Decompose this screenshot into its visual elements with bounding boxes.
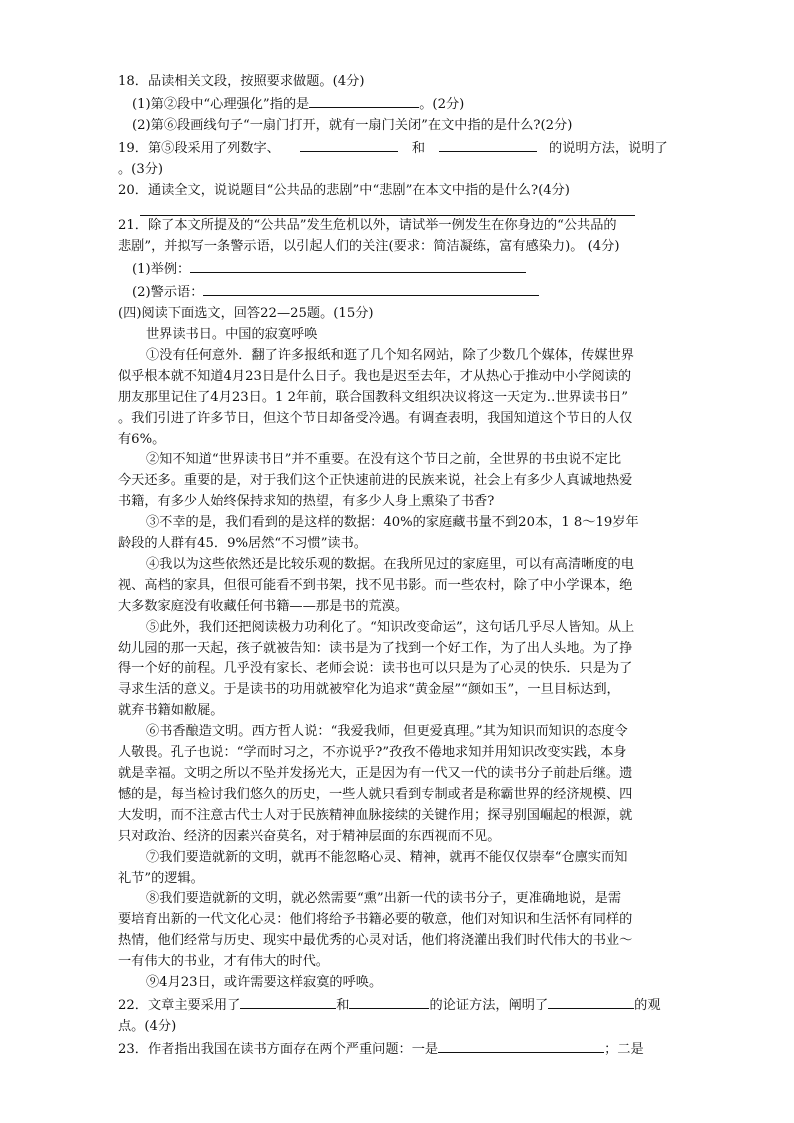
paragraph-line: 寻求生活的意义。于是读书的功用就被窄化为追求“黄金屋”“颜如玉”，一旦目标达到， xyxy=(118,682,620,698)
paragraph-4 xyxy=(118,555,678,618)
q23-text-b: ；二是 xyxy=(604,1041,644,1057)
q19-text-b: 和 xyxy=(411,140,426,156)
q21-example-blank[interactable] xyxy=(190,258,526,273)
q21-slogan-label: (2)警示语： xyxy=(132,285,204,301)
paragraph-line: 今天还多。重要的是，对于我们这个正快速前进的民族来说，社会上有多少人真诚地热爱 xyxy=(118,473,633,489)
paragraph-line: 要培育出新的一代文化心灵：他们将给予书籍必要的敬意，他们对知识和生活怀有同样的 xyxy=(118,912,633,928)
q23-line1 xyxy=(118,1038,678,1061)
paragraph-1 xyxy=(118,346,678,451)
q19-score: 。(3分) xyxy=(118,161,164,177)
paragraph-line: 书籍，有多少人始终保持求知的热望，有多少人身上熏染了书香? xyxy=(118,494,495,510)
q18-answer-blank-1[interactable] xyxy=(309,93,419,108)
q22-answer-blank-1[interactable] xyxy=(240,994,336,1009)
paragraph-line: 有6%。 xyxy=(118,431,166,447)
q20-title: 20．通读全文，说说题目“公共品的悲剧”中“悲剧”在本文中指的是什么?(4分) xyxy=(118,182,570,198)
paragraph-line: 龄段的人群有45．9%居然“不习惯”读书。 xyxy=(118,536,367,552)
q21-slogan xyxy=(118,281,678,304)
exam-page xyxy=(118,72,678,1061)
paragraph-line: ④我以为这些依然还是比较乐观的数据。在我所见过的家庭里，可以有高清晰度的电 xyxy=(146,556,634,572)
paragraph-8 xyxy=(118,889,678,973)
q22-text-d: 的观 xyxy=(634,997,661,1013)
q22-text-c: 的论证方法，阐明了 xyxy=(429,997,549,1013)
q19-answer-blank-1[interactable] xyxy=(300,137,398,152)
q19-answer-blank-2[interactable] xyxy=(439,137,537,152)
q21-slogan-blank[interactable] xyxy=(203,281,539,296)
paragraph-line: 礼节”的逻辑。 xyxy=(118,870,204,886)
paragraph-line: 憾的是，每当检讨我们悠久的历史，一些人就只看到专制或者是称霸世界的经济规模、四 xyxy=(118,786,633,802)
paragraph-9: ⑨4月23日，或许需要这样寂寞的呼唤。 xyxy=(146,975,383,991)
paragraph-line: 只对政治、经济的因素兴奋莫名，对于精神层面的东西视而不见。 xyxy=(118,828,501,844)
q18-title: 18．品读相关文段，按照要求做题。(4分) xyxy=(118,74,365,89)
q22-line2: 点。(4分) xyxy=(118,1018,177,1034)
paragraph-line: 就弃书籍如敝屣。 xyxy=(118,703,224,719)
paragraph-5 xyxy=(118,618,678,723)
paragraph-line: ⑤此外，我们还把阅读极力功利化了。“知识改变命运”，这句话几乎尽人皆知。从上 xyxy=(146,619,635,635)
q18-part1-text: (1)第②段中“心理强化”指的是 xyxy=(132,96,310,112)
paragraph-line: 得一个好的前程。几乎没有家长、老师会说：读书也可以只是为了心灵的快乐．只是为了 xyxy=(118,661,633,677)
q21-line2: 悲剧”，并拟写一条警示语，以引起人们的关注(要求：简洁凝练，富有感染力)。 (4分) xyxy=(118,239,620,255)
q22-text-b: 和 xyxy=(336,997,350,1013)
paragraph-line: 就是幸福。文明之所以不坠并发扬光大，正是因为有一代又一代的读书分子前赴后继。遗 xyxy=(118,766,633,781)
q21-line1: 21．除了本文所提及的“公共品”发生危机以外，请试举一例发生在你身边的“公共品的 xyxy=(118,218,617,234)
paragraph-3 xyxy=(118,513,678,555)
paragraph-line: ②知不知道“世界读书日”并不重要。在没有这个节日之前，全世界的书虫说不定比 xyxy=(146,452,622,468)
article-title: 世界读书日。中国的寂寞呼唤 xyxy=(146,326,318,342)
q22-answer-blank-3[interactable] xyxy=(548,994,634,1009)
paragraph-7 xyxy=(118,848,678,890)
q19-text-a: 19．第⑤段采用了列数字、 xyxy=(118,140,280,156)
q18-part2: (2)第⑥段画线句子“一扇门打开，就有一扇门关闭”在文中指的是什么?(2分) xyxy=(132,117,573,133)
q20-answer-line[interactable] xyxy=(140,201,635,216)
paragraph-line: ⑥书香酿造文明。西方哲人说：“我爱我师，但更爱真理。”其为知识而知识的态度令 xyxy=(146,724,628,740)
paragraph-6 xyxy=(118,722,678,847)
paragraph-line: ⑦我们要造就新的文明，就再不能忽略心灵、精神，就再不能仅仅崇奉“仓廪实而知 xyxy=(146,849,628,865)
paragraph-line: 朋友那里记住了4月23日。1 2年前，联合国教科文组织决议将这一天定为‥世界读书日” xyxy=(118,389,629,405)
paragraph-2 xyxy=(118,450,678,513)
paragraph-line: ⑧我们要造就新的文明，就必然需要“熏”出新一代的读书分子，更准确地说，是需 xyxy=(146,891,622,907)
q21-example xyxy=(118,258,678,281)
section4-intro: (四)阅读下面选文，回答22—25题。(15分) xyxy=(118,306,374,322)
q18-part1-score: 。(2分) xyxy=(419,96,465,112)
q19-text-c: 的说明方法，说明了 xyxy=(549,140,668,156)
paragraph-line: 热情，他们经常与历史、现实中最优秀的心灵对话，他们将浇灌出我们时代伟大的书业～ xyxy=(118,933,633,949)
q23-answer-blank-1[interactable] xyxy=(438,1038,604,1053)
paragraph-line: ①没有任何意外．翻了许多报纸和逛了几个知名网站，除了少数几个媒体，传媒世界 xyxy=(146,347,634,363)
paragraph-line: 一有伟大的书业，才有伟大的时代。 xyxy=(118,954,329,970)
q19-line1 xyxy=(118,137,678,160)
paragraph-line: 人敬畏。孔子也说：“学而时习之，不亦说乎?”孜孜不倦地求知并用知识改变实践，本身 xyxy=(118,745,627,761)
paragraph-line: 大发明，而不注意古代士人对于民族精神血脉接续的关键作用；探寻别国崛起的根源，就 xyxy=(118,807,633,823)
q22-answer-blank-2[interactable] xyxy=(349,994,429,1009)
q22-line1 xyxy=(118,994,678,1017)
paragraph-line: ③不幸的是，我们看到的是这样的数据：40%的家庭藏书量不到20本，1 8～19岁年 xyxy=(146,515,639,531)
paragraph-line: 似乎根本就不知道4月23日是什么日子。我也是迟至去年，才从热心于推动中小学阅读的 xyxy=(118,368,632,384)
paragraph-line: 大多数家庭没有收藏任何书籍——那是书的荒漠。 xyxy=(118,598,409,614)
paragraph-line: 幼儿园的那一天起，孩子就被告知：读书是为了找到一个好工作，为了出人头地。为了挣 xyxy=(118,640,633,656)
q18-part1 xyxy=(118,93,678,116)
q21-example-label: (1)举例： xyxy=(132,262,191,278)
q23-text-a: 23．作者指出我国在读书方面存在两个严重问题：一是 xyxy=(118,1041,439,1057)
paragraph-line: 。我们引进了许多节日，但这个节日却备受冷遇。有调查表明，我国知道这个节日的人仅 xyxy=(118,410,633,426)
paragraph-line: 视、高档的家具，但很可能看不到书架，找不见书影。而一些农村，除了中小学课本，绝 xyxy=(118,577,633,593)
q22-text-a: 22．文章主要采用了 xyxy=(118,997,241,1013)
